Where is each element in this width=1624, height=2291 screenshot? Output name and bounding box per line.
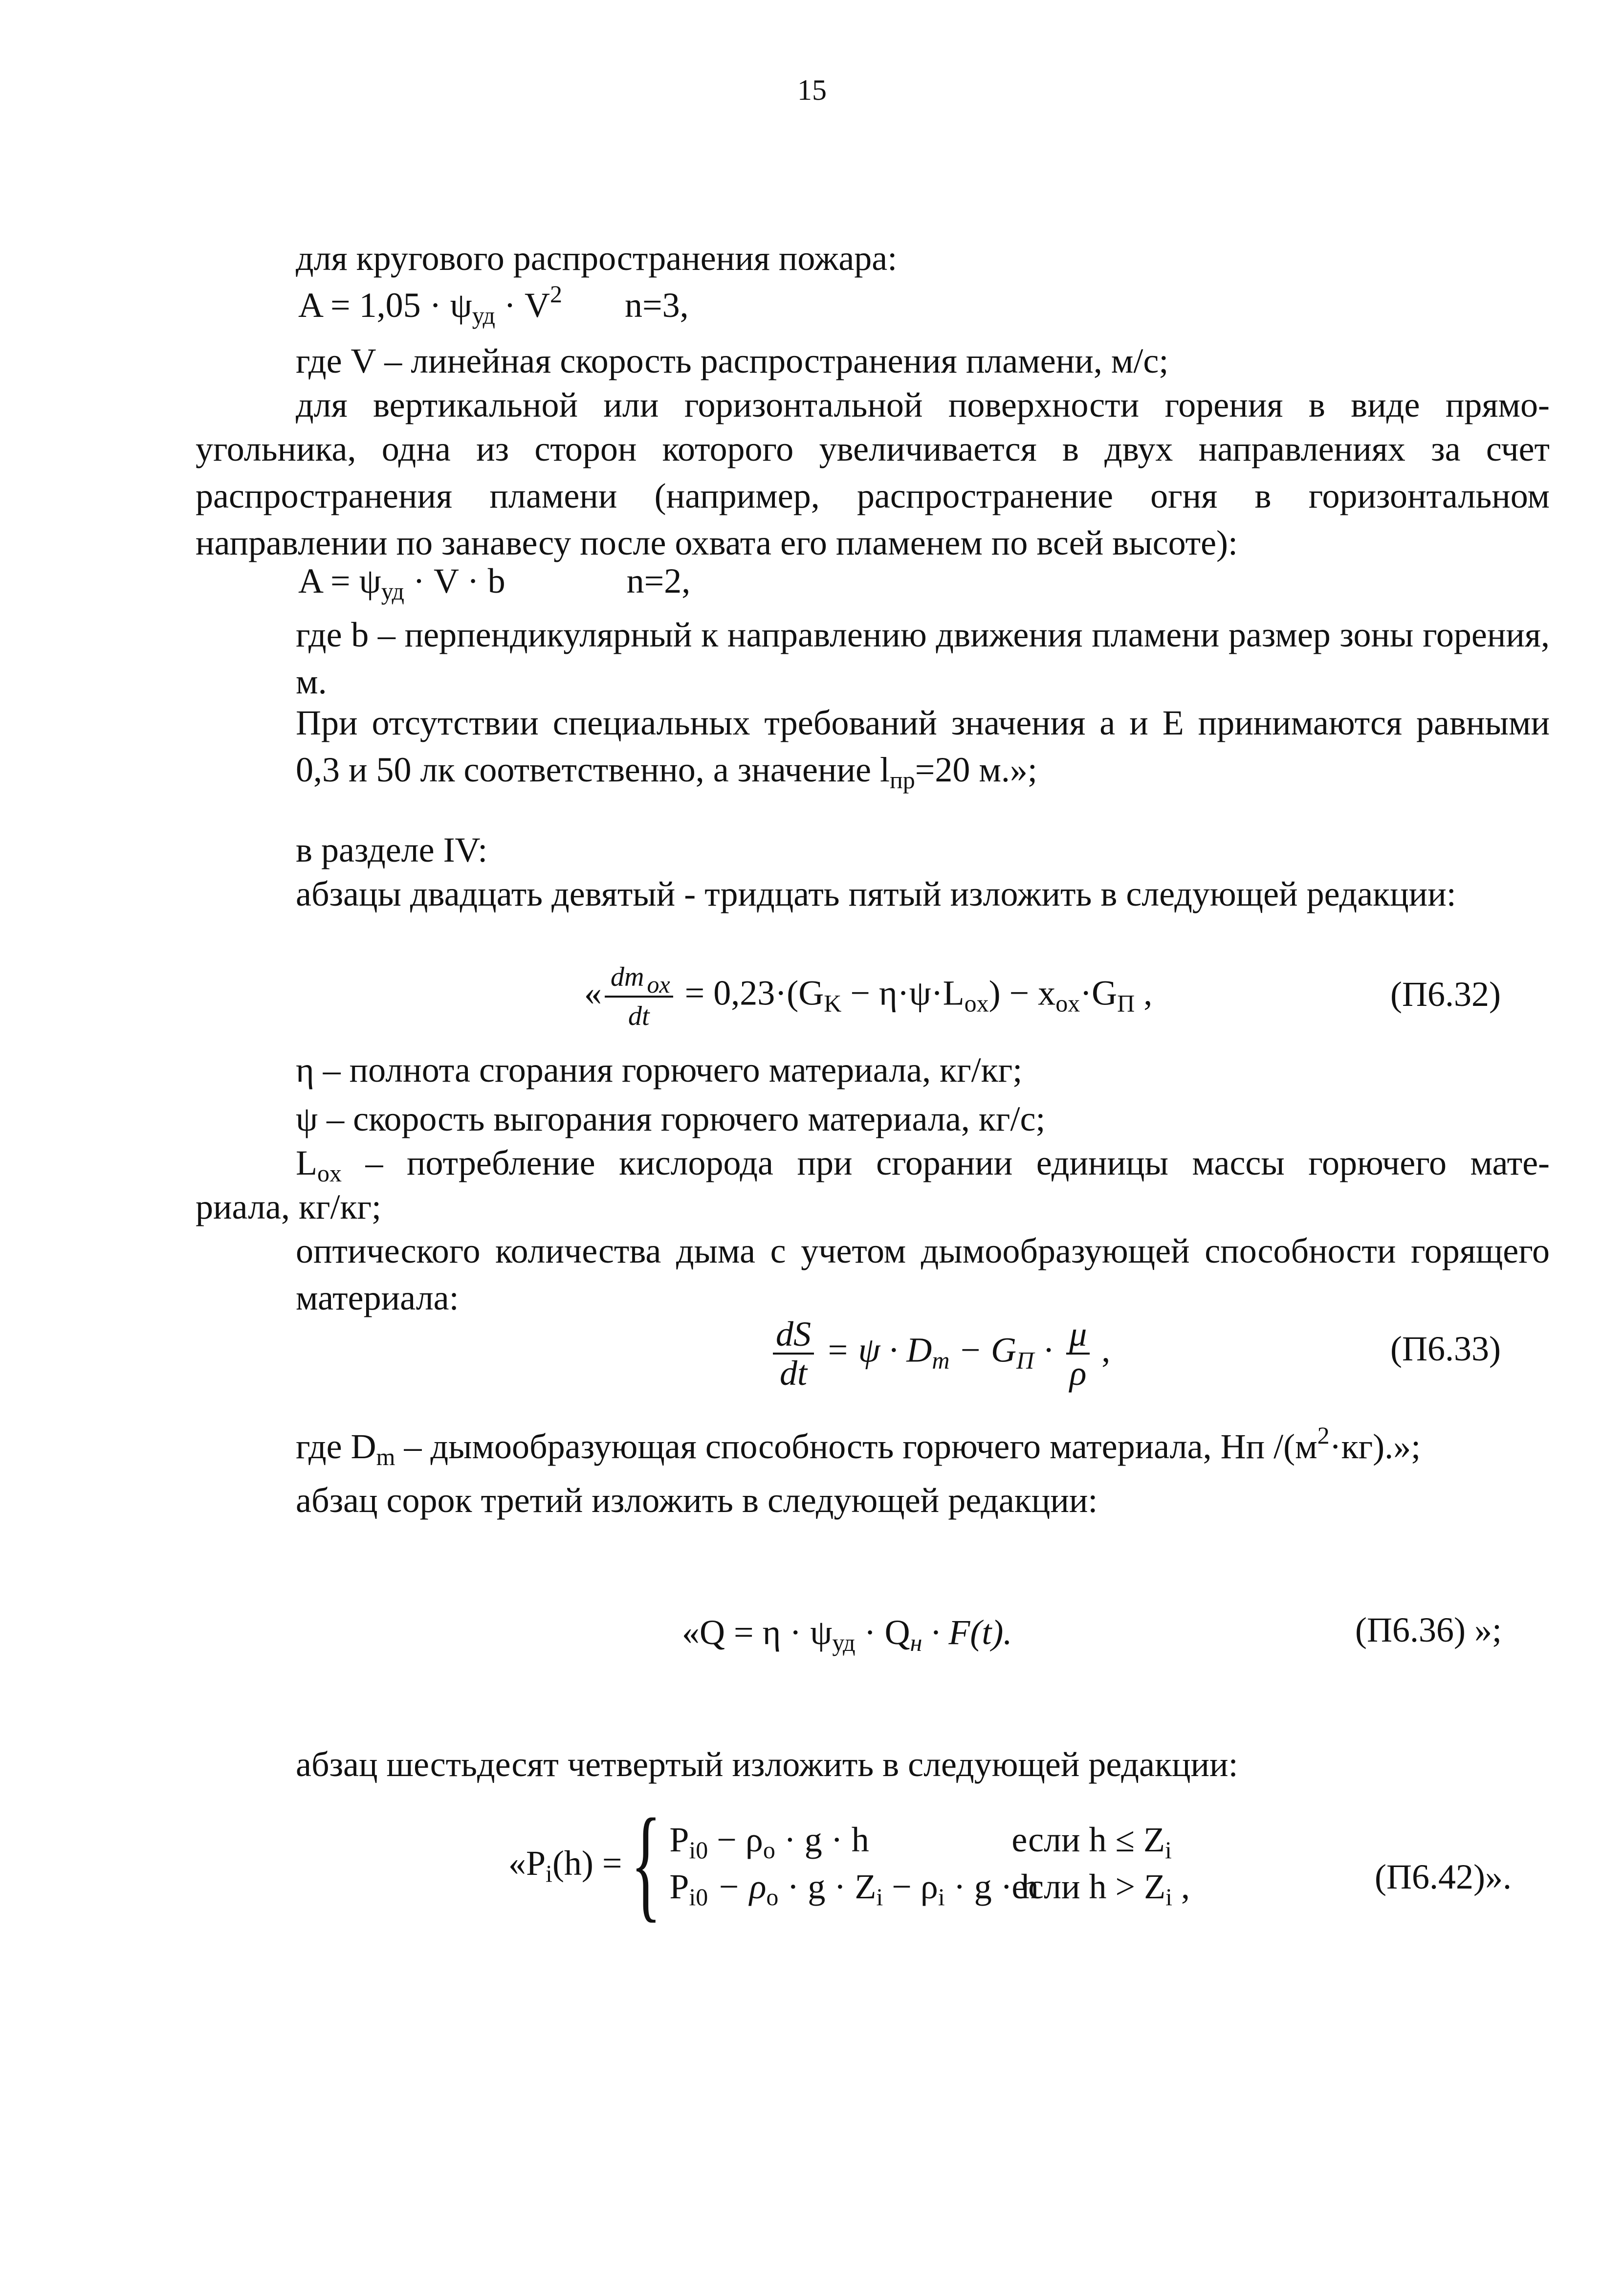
absence-text: При отсутствии специальных требований значения a и E принимаются равными 0,3 и 50 лк соответственно, а значение $l_{пр}=20$ м.»; — [296, 703, 1550, 794]
where-b-text: где b – перпендикулярный к направлению движения пламени размер зоны горения, м. — [296, 615, 1550, 701]
rect-line1: для вертикальной или горизонтальной поверхности горения в виде прямо- — [296, 385, 1550, 424]
lox-definition-cont: риала, кг/кг; — [196, 1187, 382, 1226]
lox-definition: $L_{ox}$ – потребление кислорода при сгорании единицы массы горючего мате- — [296, 1143, 1550, 1187]
circular-heading: для кругового распространения пожара: — [296, 239, 898, 278]
cases-brace: { — [630, 1793, 661, 1934]
section-heading: в разделе IV: — [296, 830, 488, 869]
equation-p6-42: «$P_i(h)$ ={ $P_{i0} - \rho_o \cdot g \cdot h$ если $h \le Z_i$ $P_{i0} - \rho_o \cdot g \cdot Z_i - \rho_i \cdot g \cdot h$ если $h > Z_i$ , — [508, 1793, 1190, 1934]
rect-line2: угольника, одна из сторон которого увеличивается в двух направлениях за счет распространения пламени (например, распространение огня в горизонтальном направлении по занавесу после охвата его пламенем по всей высоте): — [196, 429, 1550, 562]
formula-rect: $A = \psi_{уд} \cdot V \cdot b$ n=2, — [298, 561, 691, 605]
paragraph-43: абзац сорок третий изложить в следующей редакции: — [296, 1481, 1098, 1520]
paragraph-64: абзац шестьдесят четвертый изложить в следующей редакции: — [296, 1745, 1238, 1784]
optical-text: оптического количества дыма с учетом дымообразующей способности горящего материала: — [296, 1231, 1550, 1317]
equation-p6-32: « $\frac{dm _{ox}}{dt}$ = $0,23\cdot(G_K - \eta\cdot\psi\cdot L_{ox}) - x_{ox}\cdot G_П$ , — [584, 958, 1152, 1035]
equation-number-p6-36: (П6.36) »; — [1355, 1610, 1502, 1649]
equation-number-p6-33: (П6.33) — [1390, 1329, 1501, 1368]
equation-p6-36: «$Q = \eta \cdot \psi_{уд} \cdot Q_н \cdot F(t)$. — [682, 1613, 1012, 1656]
psi-definition: ψ – скорость выгорания горючего материала, кг/с; — [296, 1099, 1046, 1138]
equation-p6-33: $\frac{dS}{dt}$ = $\psi \cdot D_m - G_П$ · $\frac{\mu}{\rho}$ , — [770, 1315, 1110, 1392]
page-number: 15 — [797, 74, 827, 106]
dm-definition: где $D_m$ – дымообразующая способность горючего материала, Нп $/(м^2\cdot кг)$.»; — [296, 1422, 1421, 1470]
where-v-text: где V – линейная скорость распространения пламени, м/с; — [296, 341, 1169, 380]
section-par1: абзацы двадцать девятый - тридцать пятый изложить в следующей редакции: — [296, 874, 1456, 913]
formula-circular: $A = 1,05 \cdot \psi_{уд} \cdot V^2$ n=3, — [298, 280, 689, 329]
equation-number-p6-42: (П6.42)». — [1375, 1857, 1512, 1896]
equation-number-p6-32: (П6.32) — [1390, 975, 1501, 1014]
eta-definition: η – полнота сгорания горючего материала, кг/кг; — [296, 1050, 1023, 1090]
